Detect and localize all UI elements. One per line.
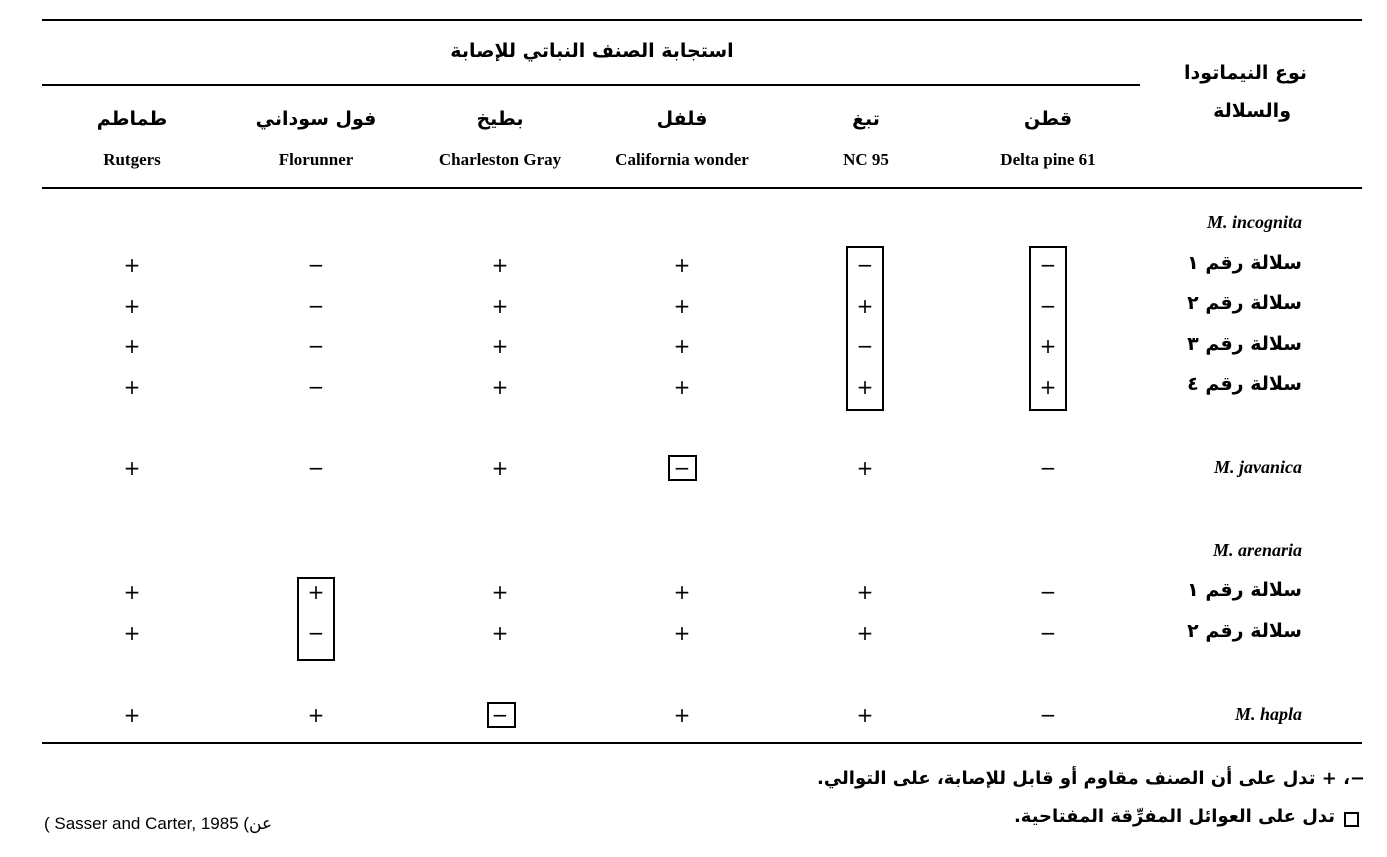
race-label: سلالة رقم ١ <box>1187 252 1302 274</box>
cell-symbol: − <box>307 375 325 399</box>
crop-pepper: فلفل <box>656 108 708 130</box>
footnote-symbols: −، + تدل على أن الصنف مقاوم أو قابل للإصابة، على التوالي. <box>817 768 1365 789</box>
cell-symbol: + <box>123 456 141 480</box>
cell-symbol: + <box>673 703 691 727</box>
cultivar-watermelon: Charleston Gray <box>438 150 562 169</box>
cell-symbol: + <box>856 375 874 399</box>
cell-symbol: − <box>307 294 325 318</box>
species-m-incognita: M. incognita <box>1206 212 1302 232</box>
species-m-javanica: M. javanica <box>1214 457 1302 477</box>
footnote-boxed: تدل على العوائل المفرِّقة المفتاحية. <box>1013 806 1335 827</box>
group-rule <box>42 84 1140 86</box>
cell-symbol: + <box>123 334 141 358</box>
cell-symbol: − <box>673 456 691 480</box>
cell-symbol: + <box>123 294 141 318</box>
cell-symbol: + <box>123 253 141 277</box>
cell-symbol: + <box>856 703 874 727</box>
cell-symbol: − <box>1039 456 1057 480</box>
cell-symbol: + <box>491 375 509 399</box>
top-rule <box>42 19 1362 21</box>
cell-symbol: + <box>673 253 691 277</box>
nematode-column-header-line1: نوع النيماتودا <box>1184 62 1307 84</box>
cultivar-cotton: Delta pine 61 <box>1000 150 1096 169</box>
cell-symbol: + <box>673 580 691 604</box>
cell-symbol: − <box>491 703 509 727</box>
crop-tomato: طماطم <box>96 108 168 130</box>
cultivar-tomato: Rutgers <box>103 150 161 169</box>
species-m-hapla: M. hapla <box>1234 704 1302 724</box>
citation: ( Sasser and Carter, 1985 (عن <box>44 814 273 833</box>
bottom-rule <box>42 742 1362 744</box>
race-label: سلالة رقم ٤ <box>1187 373 1302 395</box>
cell-symbol: − <box>307 253 325 277</box>
cell-symbol: + <box>856 621 874 645</box>
crop-cotton: قطن <box>1023 108 1073 130</box>
cell-symbol: + <box>673 621 691 645</box>
cultivar-tobacco: NC 95 <box>843 150 889 169</box>
cell-symbol: + <box>307 580 325 604</box>
crop-peanut: فول سوداني <box>255 108 377 130</box>
race-label: سلالة رقم ٢ <box>1187 620 1302 642</box>
cell-symbol: − <box>307 456 325 480</box>
cell-symbol: + <box>1039 375 1057 399</box>
cell-symbol: + <box>673 375 691 399</box>
cultivar-pepper: California wonder <box>615 150 749 169</box>
nematode-column-header-line2: والسلالة <box>1213 100 1291 122</box>
cell-symbol: − <box>307 621 325 645</box>
cell-symbol: + <box>123 703 141 727</box>
cell-symbol: + <box>123 580 141 604</box>
cell-symbol: − <box>1039 580 1057 604</box>
cell-symbol: − <box>1039 703 1057 727</box>
crop-watermelon: بطيخ <box>476 108 524 130</box>
cell-symbol: − <box>307 334 325 358</box>
cell-symbol: + <box>491 253 509 277</box>
cell-symbol: − <box>856 253 874 277</box>
cell-symbol: + <box>856 456 874 480</box>
cell-symbol: + <box>123 621 141 645</box>
cell-symbol: + <box>123 375 141 399</box>
cell-symbol: − <box>1039 621 1057 645</box>
cultivar-peanut: Florunner <box>278 150 354 169</box>
cell-symbol: − <box>856 334 874 358</box>
footnote-box-icon <box>1344 812 1359 827</box>
cell-symbol: + <box>491 334 509 358</box>
header-rule <box>42 187 1362 189</box>
cell-symbol: + <box>856 294 874 318</box>
cell-symbol: + <box>491 294 509 318</box>
cell-symbol: + <box>491 580 509 604</box>
cell-symbol: − <box>1039 294 1057 318</box>
cell-symbol: + <box>856 580 874 604</box>
cell-symbol: + <box>673 334 691 358</box>
cell-symbol: + <box>307 703 325 727</box>
race-label: سلالة رقم ٣ <box>1187 333 1302 355</box>
cell-symbol: − <box>1039 253 1057 277</box>
cell-symbol: + <box>1039 334 1057 358</box>
crop-tobacco: تبغ <box>852 108 880 130</box>
cell-symbol: + <box>673 294 691 318</box>
race-label: سلالة رقم ٢ <box>1187 292 1302 314</box>
species-m-arenaria: M. arenaria <box>1212 540 1302 560</box>
cell-symbol: + <box>491 456 509 480</box>
race-label: سلالة رقم ١ <box>1187 579 1302 601</box>
group-title: استجابة الصنف النباتي للإصابة <box>450 40 734 62</box>
cell-symbol: + <box>491 621 509 645</box>
